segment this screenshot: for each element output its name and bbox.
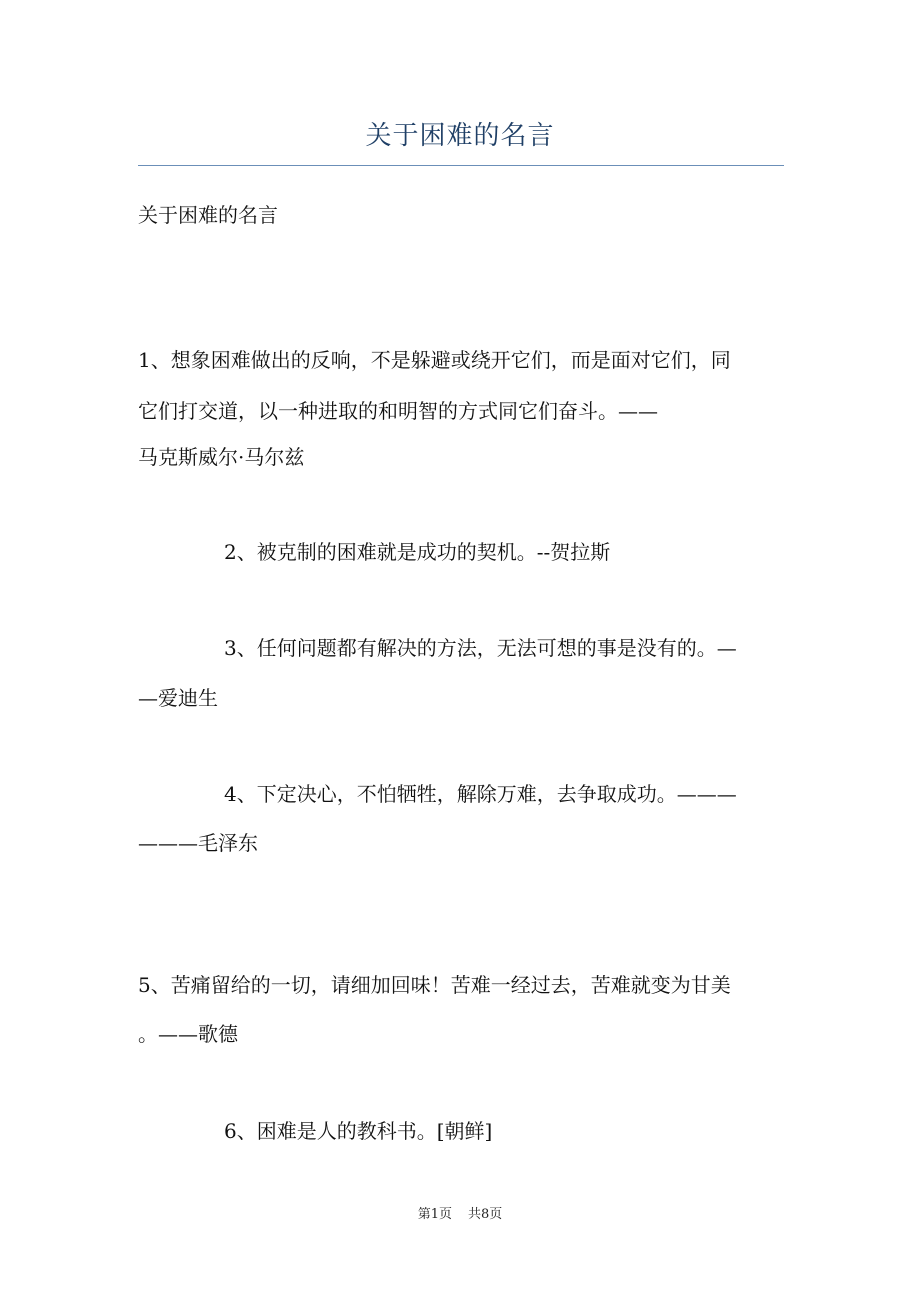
quote-line: 3、任何问题都有解决的方法，无法可想的事是没有的。—	[224, 636, 737, 660]
quote-line: ———毛泽东	[138, 831, 258, 855]
quote-line: 。——歌德	[138, 1022, 238, 1046]
document-subtitle: 关于困难的名言	[138, 203, 278, 227]
quote-line: 5、苦痛留给的一切，请细加回味！苦难一经过去，苦难就变为甘美	[138, 973, 731, 997]
document-title: 关于困难的名言	[365, 121, 555, 151]
quote-line: 它们打交道，以一种进取的和明智的方式同它们奋斗。——	[138, 399, 658, 423]
quote-line: 1、想象困难做出的反响，不是躲避或绕开它们，而是面对它们，同	[138, 348, 731, 372]
quote-line: 4、下定决心，不怕牺牲，解除万难，去争取成功。———	[224, 782, 737, 806]
quote-line: 6、困难是人的教科书。[朝鲜]	[224, 1119, 493, 1143]
quote-line: —爱迪生	[138, 686, 218, 710]
title-divider	[138, 165, 784, 166]
quote-line: 马克斯威尔·马尔兹	[138, 445, 305, 469]
quote-line: 2、被克制的困难就是成功的契机。--贺拉斯	[224, 540, 611, 564]
page-number: 第1页	[417, 1207, 452, 1222]
page-footer	[0, 1206, 920, 1224]
page-total: 共8页	[468, 1207, 503, 1222]
